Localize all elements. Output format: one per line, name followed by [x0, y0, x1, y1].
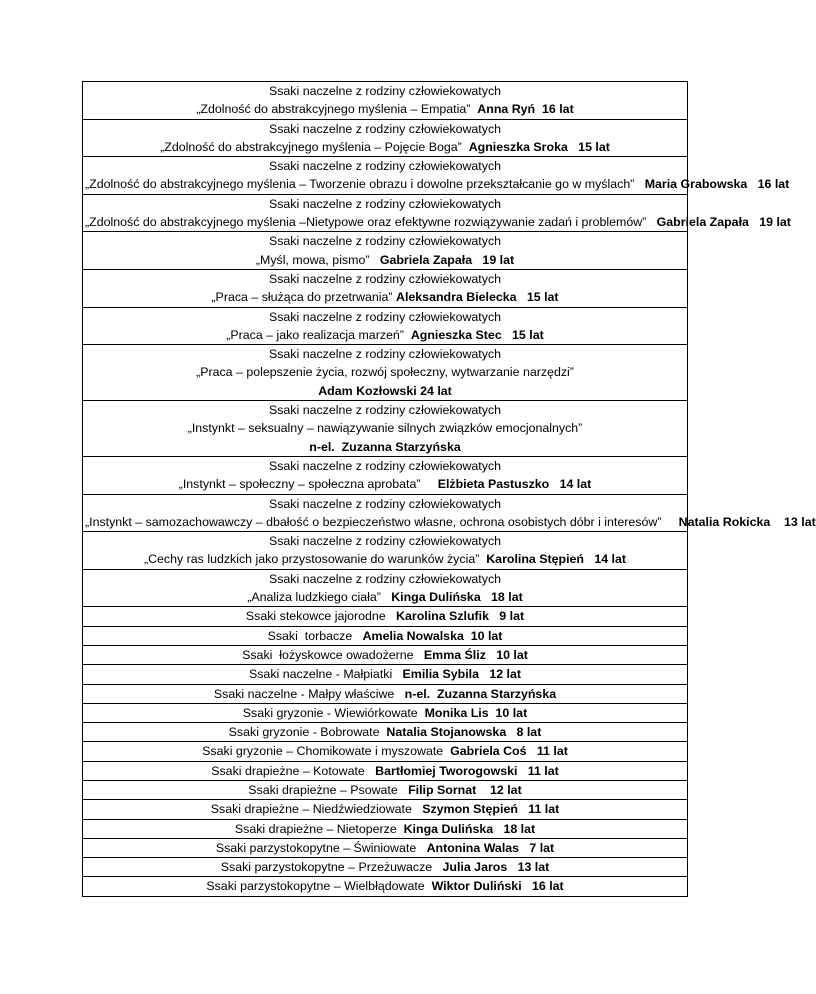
author-name: Emma Śliz 10 lat — [423, 647, 528, 662]
entry-cell — [83, 838, 688, 857]
author-line — [85, 438, 685, 456]
author-name: Antonina Walas 7 lat — [426, 840, 555, 855]
entry-text-line — [85, 326, 685, 344]
category-header: Ssaki naczelne z rodziny człowiekowatych — [268, 403, 502, 418]
entry-cell — [83, 800, 688, 819]
table-row — [83, 569, 688, 607]
author-name: Julia Jaros 13 lat — [442, 860, 550, 875]
table-row — [83, 684, 688, 703]
author-name: Karolina Stępień 14 lat — [486, 552, 627, 567]
author-name: Agnieszka Sroka 15 lat — [468, 139, 610, 154]
table-row — [83, 307, 688, 345]
table-row — [83, 723, 688, 742]
table-row — [83, 858, 688, 877]
table-row — [83, 607, 688, 626]
entry-cell — [83, 307, 688, 345]
table-row — [83, 761, 688, 780]
author-name: n-el. Zuzanna Starzyńska — [309, 439, 461, 454]
author-name: Elżbieta Pastuszko 14 lat — [437, 477, 592, 492]
table-row — [83, 345, 688, 401]
entry-text-line — [85, 251, 685, 269]
author-name: Natalia Stojanowska 8 lat — [386, 725, 542, 740]
exhibit-title: „Praca – służąca do przetrwania” — [211, 290, 396, 305]
author-name: Gabriela Zapała 19 lat — [656, 215, 791, 230]
entry-text-line — [85, 419, 685, 437]
exhibit-title: „Zdolność do abstrakcyjnego myślenia –Nietypowe oraz efektywne rozwiązywanie zadań i problemów” — [85, 215, 657, 230]
exhibit-title: „Praca – polepszenie życia, rozwój społeczny, wytwarzanie narzędzi” — [196, 365, 574, 380]
table-row — [83, 119, 688, 157]
category-label: Ssaki drapieżne – Niedźwiedziowate — [210, 802, 423, 817]
category-header: Ssaki naczelne z rodziny człowiekowatych — [268, 496, 502, 511]
entry-text-line — [85, 138, 685, 156]
table-row — [83, 194, 688, 232]
entry-cell — [83, 232, 688, 270]
entry-cell — [83, 780, 688, 799]
author-name: Szymon Stępień 11 lat — [422, 802, 560, 817]
table-row — [83, 703, 688, 722]
category-header: Ssaki naczelne z rodziny człowiekowatych — [268, 84, 502, 98]
category-label: Ssaki drapieżne – Psowate — [248, 782, 409, 797]
entry-cell — [83, 742, 688, 761]
exhibit-title: „Praca – jako realizacja marzeń” — [226, 327, 411, 342]
exhibit-title: „Zdolność do abstrakcyjnego myślenia – Empatia” — [196, 102, 478, 117]
exhibit-title: „Instynkt – społeczny – społeczna aprobata” — [178, 477, 438, 492]
table-row — [83, 157, 688, 195]
author-name: Adam Kozłowski 24 lat — [318, 383, 452, 398]
category-label: Ssaki stekowce jajorodne — [245, 609, 397, 624]
entry-cell — [83, 761, 688, 780]
category-header: Ssaki naczelne z rodziny człowiekowatych — [268, 347, 502, 362]
category-header: Ssaki naczelne z rodziny człowiekowatych — [268, 121, 502, 136]
category-header: Ssaki naczelne z rodziny człowiekowatych — [268, 234, 502, 249]
exhibit-title: „Cechy ras ludzkich jako przystosowanie do warunków życia” — [143, 552, 487, 567]
category-header: Ssaki naczelne z rodziny człowiekowatych — [268, 309, 502, 324]
author-name: Agnieszka Stec 15 lat — [410, 327, 544, 342]
author-name: Anna Ryń 16 lat — [477, 102, 574, 117]
exhibit-title: „Zdolność do abstrakcyjnego myślenia – Tworzenie obrazu i dowolne przekształcanie go w myślach” — [85, 177, 645, 192]
category-label: Ssaki drapieżne – Kotowate — [211, 763, 376, 778]
entry-text-line — [85, 588, 685, 606]
category-header: Ssaki naczelne z rodziny człowiekowatych — [268, 458, 502, 473]
entry-cell — [83, 401, 688, 457]
author-name: Wiktor Duliński 16 lat — [431, 879, 564, 894]
entry-cell — [83, 194, 791, 232]
category-header: Ssaki naczelne z rodziny człowiekowatych — [268, 159, 502, 174]
entry-cell — [83, 82, 688, 120]
category-label: Ssaki gryzonie - Wiewiórkowate — [242, 705, 425, 720]
category-label: Ssaki naczelne - Małpiatki — [248, 667, 403, 682]
author-name: Bartłomiej Tworogowski 11 lat — [375, 763, 559, 778]
category-label: Ssaki naczelne - Małpy właściwe — [213, 686, 405, 701]
exhibition-list-table — [82, 81, 816, 897]
author-name: n-el. Zuzanna Starzyńska — [404, 686, 557, 701]
entry-text-line — [85, 363, 685, 381]
entry-cell — [83, 345, 688, 401]
entry-cell — [83, 703, 688, 722]
exhibit-title: „Analiza ludzkiego ciała” — [247, 590, 392, 605]
entry-text-line — [85, 550, 685, 568]
entry-text-line — [85, 513, 816, 531]
entry-cell — [83, 684, 688, 703]
table-body — [83, 82, 816, 897]
table-row — [83, 82, 688, 120]
table-row — [83, 877, 688, 896]
table-row — [83, 742, 688, 761]
category-label: Ssaki drapieżne – Nietoperze — [234, 821, 404, 836]
entry-text-line — [85, 100, 685, 118]
table-row — [83, 494, 688, 532]
table-row — [83, 269, 688, 307]
entry-cell — [83, 532, 688, 570]
author-name: Karolina Szlufik 9 lat — [396, 609, 525, 624]
entry-cell — [83, 645, 688, 664]
table-row — [83, 838, 688, 857]
category-header: Ssaki naczelne z rodziny człowiekowatych — [268, 571, 502, 586]
category-label: Ssaki gryzonie - Bobrowate — [228, 725, 387, 740]
author-name: Kinga Dulińska 18 lat — [391, 590, 523, 605]
entry-cell — [83, 456, 688, 494]
entry-cell — [83, 494, 816, 532]
exhibit-title: „Instynkt – samozachowawczy – dbałość o bezpieczeństwo własne, ochrona osobistych dóbr i interesów” — [85, 514, 679, 529]
entry-cell — [83, 723, 688, 742]
author-name: Amelia Nowalska 10 lat — [362, 628, 503, 643]
author-name: Gabriela Zapała 19 lat — [379, 252, 515, 267]
author-name: Gabriela Coś 11 lat — [450, 744, 568, 759]
entry-cell — [83, 269, 688, 307]
entry-cell — [83, 119, 688, 157]
category-label: Ssaki łożyskowce owadożerne — [242, 647, 424, 662]
author-name: Maria Grabowska 16 lat — [644, 177, 790, 192]
exhibit-title: „Instynkt – seksualny – nawiązywanie silnych związków emocjonalnych” — [187, 421, 583, 436]
author-name: Aleksandra Bielecka 15 lat — [396, 290, 559, 305]
table-row — [83, 665, 688, 684]
author-name: Filip Sornat 12 lat — [408, 782, 522, 797]
entry-cell — [83, 157, 790, 195]
author-name: Kinga Dulińska 18 lat — [403, 821, 536, 836]
author-name: Emilia Sybila 12 lat — [402, 667, 522, 682]
table-row — [83, 626, 688, 645]
table-row — [83, 819, 688, 838]
entry-cell — [83, 569, 688, 607]
category-header: Ssaki naczelne z rodziny człowiekowatych — [268, 196, 502, 211]
entry-text-line — [85, 175, 790, 193]
category-header: Ssaki naczelne z rodziny człowiekowatych — [268, 271, 502, 286]
table-row — [83, 456, 688, 494]
entry-cell — [83, 607, 688, 626]
category-label: Ssaki torbacze — [267, 628, 363, 643]
category-label: Ssaki parzystokopytne – Świniowate — [215, 840, 427, 855]
table-row — [83, 645, 688, 664]
entry-cell — [83, 665, 688, 684]
table-row — [83, 800, 688, 819]
entry-text-line — [85, 475, 685, 493]
entry-text-line — [85, 213, 791, 231]
category-label: Ssaki parzystokopytne – Przeżuwacze — [220, 860, 443, 875]
table-row — [83, 232, 688, 270]
table-row — [83, 532, 688, 570]
author-line — [85, 382, 685, 400]
category-label: Ssaki gryzonie – Chomikowate i myszowate — [202, 744, 451, 759]
table-row — [83, 780, 688, 799]
entry-cell — [83, 858, 688, 877]
author-name: Natalia Rokicka 13 lat — [678, 514, 816, 529]
author-name: Monika Lis 10 lat — [424, 705, 528, 720]
exhibit-title: „Myśl, mowa, pismo” — [255, 252, 380, 267]
category-label: Ssaki parzystokopytne – Wielbłądowate — [206, 879, 432, 894]
entry-cell — [83, 819, 688, 838]
category-header: Ssaki naczelne z rodziny człowiekowatych — [268, 534, 502, 549]
table-row — [83, 401, 688, 457]
entry-text-line — [85, 288, 685, 306]
entry-cell — [83, 626, 688, 645]
entry-cell — [83, 877, 688, 896]
exhibit-title: „Zdolność do abstrakcyjnego myślenia – Pojęcie Boga” — [160, 139, 469, 154]
